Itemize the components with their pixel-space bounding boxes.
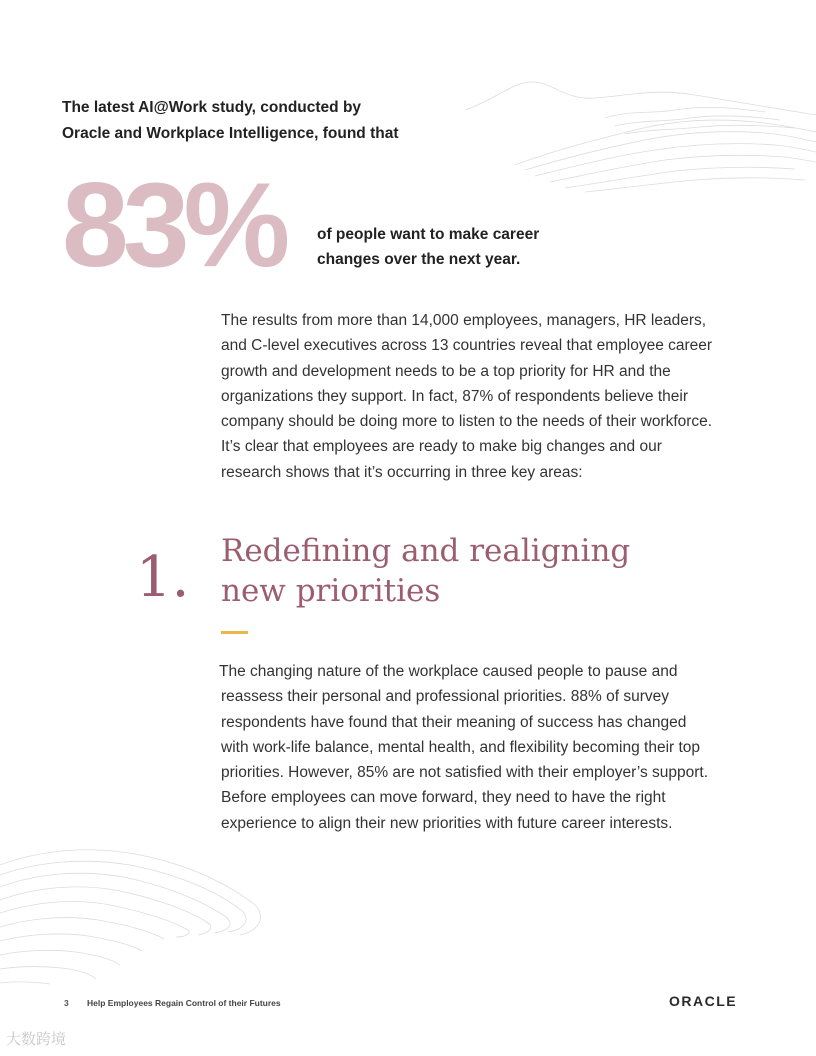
- paragraph-line: research shows that it’s occurring in three key areas:: [221, 463, 583, 481]
- section-number: 1.: [136, 545, 190, 610]
- intro-line: The latest AI@Work study, conducted by: [62, 99, 362, 116]
- paragraph-line: with work-life balance, mental health, and flexibility becoming their top: [221, 738, 701, 756]
- intro-line: Oracle and Workplace Intelligence, found that: [62, 125, 399, 142]
- paragraph-line: The results from more than 14,000 employees, managers, HR leaders,: [221, 312, 707, 329]
- accent-divider: [221, 631, 248, 634]
- paragraph-line: priorities. However, 85% are not satisfied with their employer’s support.: [221, 764, 709, 782]
- oracle-logo: ORACLE: [669, 993, 738, 1009]
- topographic-decoration-top: [455, 70, 816, 200]
- paragraph-line: Before employees can move forward, they need to have the right: [221, 789, 666, 807]
- paragraph-line: reassess their personal and professional priorities. 88% of survey: [221, 688, 670, 706]
- stat-caption: [317, 222, 577, 272]
- stat-caption-line: changes over the next year.: [317, 251, 521, 268]
- paragraph-line: organizations they support. In fact, 87% of respondents believe their: [221, 387, 689, 405]
- topographic-decoration-bottom: [0, 845, 270, 995]
- paragraph-line: It’s clear that employees are ready to make big changes and our: [221, 438, 662, 456]
- watermark: 大数跨境: [6, 1031, 67, 1048]
- section-heading-line: Redefining and realigning: [221, 533, 631, 569]
- intro-text: [62, 95, 442, 147]
- paragraph-line: respondents have found that their meaning of success has changed: [221, 713, 687, 731]
- stat-caption-line: of people want to make career: [317, 226, 540, 243]
- stat-value: 83%: [62, 158, 285, 292]
- priorities-paragraph: [219, 659, 739, 836]
- paragraph-line: company should be doing more to listen to the needs of their workforce.: [221, 413, 713, 431]
- section-heading: [221, 531, 641, 611]
- footer-doc-title: Help Employees Regain Control of their Futures: [87, 998, 281, 1008]
- page-number: 3: [64, 998, 69, 1008]
- results-paragraph: [221, 308, 741, 485]
- paragraph-line: and C-level executives across 13 countries reveal that employee career: [221, 337, 713, 355]
- paragraph-line: The changing nature of the workplace caused people to pause and: [219, 663, 678, 680]
- paragraph-line: experience to align their new priorities with future career interests.: [221, 814, 673, 832]
- section-heading-line: new priorities: [221, 573, 441, 609]
- paragraph-line: growth and development needs to be a top priority for HR and the: [221, 362, 671, 380]
